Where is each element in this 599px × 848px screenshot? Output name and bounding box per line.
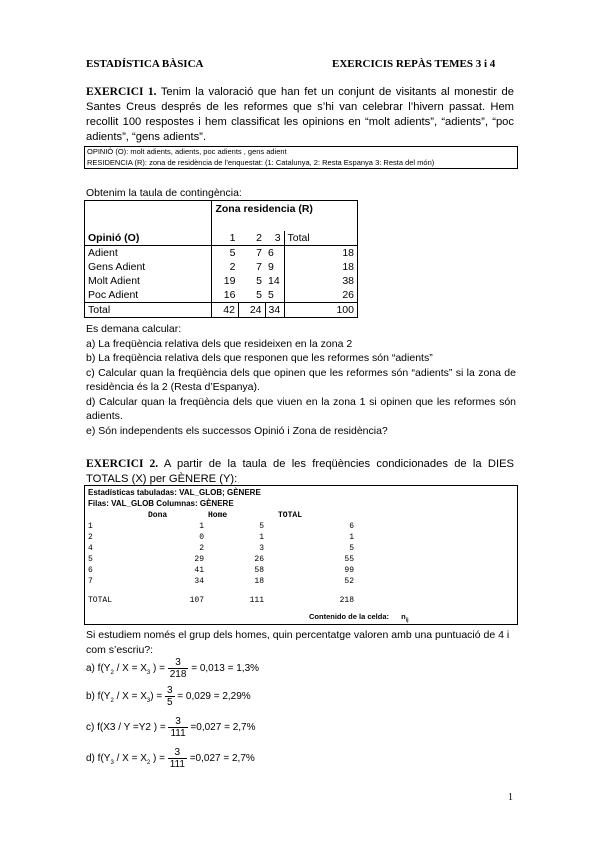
cell: 2	[212, 260, 239, 274]
output-box	[84, 485, 518, 625]
col-header-total: Total	[284, 231, 357, 246]
output-key: TOTAL	[88, 596, 113, 605]
option-b-mid: / X = X	[113, 691, 147, 703]
cell: 5	[238, 288, 265, 303]
question-e: e) Són independents els successos Opinió i Zona de residència?	[86, 424, 388, 437]
option-d-fraction	[168, 747, 187, 770]
option-d-num: 3	[168, 747, 187, 759]
option-a-fraction	[168, 657, 189, 680]
option-b-result: = 0,029 = 2,29%	[174, 691, 251, 703]
output-corner	[86, 510, 146, 521]
output-cell: 1	[199, 522, 204, 531]
output-cell: 111	[249, 596, 264, 605]
option-a-den: 218	[169, 669, 187, 680]
ex2-question: Si estudiem només el grup dels homes, quin percentatge valoren amb una puntuació de 4 i com s’escriu?:	[86, 629, 510, 656]
output-cell: 107	[189, 596, 204, 605]
output-cell: 99	[344, 566, 354, 575]
col-header-1: 1	[212, 231, 239, 246]
output-cell: 1	[349, 533, 354, 542]
row-label: Molt Adient	[85, 274, 212, 288]
output-cell: 29	[194, 555, 204, 564]
row-header: Opinió (O)	[85, 231, 212, 246]
cell: 5	[212, 245, 239, 260]
option-d-post: ) =	[150, 753, 168, 765]
row-label: Adient	[85, 245, 212, 260]
option-b-num: 3	[166, 685, 173, 696]
table-corner	[85, 201, 212, 231]
output-cell: 5	[259, 522, 264, 531]
output-row-total	[86, 595, 356, 606]
cell-total: 38	[284, 274, 357, 288]
option-a-sub1: 2	[110, 670, 114, 677]
cell: 14	[265, 274, 284, 288]
output-col-home: Home	[208, 511, 228, 520]
option-b-pre: b) f(Y	[86, 691, 111, 703]
cell: 7	[256, 260, 262, 273]
output-key: 4	[88, 544, 93, 553]
output-row	[86, 576, 356, 587]
option-b-sub1: 2	[110, 698, 114, 705]
option-c-pre: c) f(X3 / Y =Y2 ) =	[86, 722, 169, 734]
cell: 42	[212, 302, 239, 317]
cell: 19	[212, 274, 239, 288]
cell: 24	[238, 302, 265, 317]
row-label: Total	[85, 302, 212, 317]
option-d-mid: / X = X	[113, 753, 147, 765]
header-right: EXERCICIS REPÀS TEMES 3 i 4	[332, 58, 496, 70]
col-header-2: 2	[238, 231, 265, 246]
option-a-result: = 0,013 = 1,3%	[188, 663, 260, 675]
row-label: Poc Adient	[85, 288, 212, 303]
output-nij-sub: ij	[405, 617, 409, 624]
question-b: b) La freqüència relativa dels que responen que les reformes són “adients”	[86, 352, 433, 364]
output-key: 7	[88, 577, 93, 586]
output-key: 5	[88, 555, 93, 564]
cell-total: 18	[284, 245, 357, 260]
output-cell-content	[309, 612, 408, 624]
option-d-result: =0,027 = 2,7%	[186, 753, 255, 765]
ex1-legend-residencia: RESIDENCIA (R): zona de residència de l’enquestat: (1: Catalunya, 2: Resta Espanya 3: Resta del món)	[87, 157, 435, 167]
option-b	[86, 685, 251, 708]
option-a-pre: a) f(Y	[86, 663, 111, 675]
cell: 7	[238, 245, 265, 260]
ex1-questions	[86, 322, 516, 438]
cell: 16	[212, 288, 239, 303]
output-cell: 26	[254, 555, 264, 564]
output-cell: 0	[199, 533, 204, 542]
output-cell: 218	[339, 596, 354, 605]
output-content-label: Contenido de la celda:	[309, 612, 390, 621]
output-col-total: TOTAL	[278, 511, 303, 520]
option-d-den: 111	[169, 759, 185, 770]
output-title: Estadísticas tabuladas: VAL_GLOB; GÈNERE	[88, 488, 261, 497]
ex1-intro: Obtenim la taula de contingència:	[86, 187, 242, 199]
output-cell: 34	[194, 577, 204, 586]
cell-total: 100	[284, 302, 357, 317]
cell: 5	[265, 288, 284, 303]
cell: 9	[265, 260, 284, 274]
ask-label: Es demana calcular:	[86, 323, 182, 335]
ex1-legend-opinio: OPINIÓ (O): molt adients, adients, poc adients , gens adient	[87, 147, 287, 156]
cell: 5	[256, 274, 262, 287]
option-c	[86, 716, 256, 739]
row-label: Gens Adient	[85, 260, 212, 274]
ex1-legend-box	[84, 146, 518, 169]
table-row-total	[85, 302, 358, 317]
output-row	[86, 565, 356, 576]
output-row	[86, 532, 356, 543]
option-b-post: ) =	[150, 691, 165, 703]
option-b-sub2: 3	[146, 698, 151, 705]
output-table	[86, 510, 356, 606]
page-number: 1	[508, 792, 513, 803]
option-a	[86, 657, 259, 680]
output-row	[86, 554, 356, 565]
col-header-3: 3	[265, 231, 284, 246]
table-row	[85, 245, 358, 260]
output-key: 1	[88, 522, 93, 531]
option-c-fraction	[168, 716, 187, 739]
option-d	[86, 747, 255, 770]
cell-total: 26	[284, 288, 357, 303]
output-cell: 2	[199, 544, 204, 553]
output-row	[86, 521, 356, 532]
cell-total: 18	[284, 260, 357, 274]
zone-header: Zona residencia (R)	[212, 201, 358, 231]
option-a-mid: / X = X	[113, 663, 147, 675]
question-d: d) Calcular quan la freqüència dels que viuen en la zona 1 si opinen que les reformes són adients.	[86, 395, 516, 422]
output-row	[86, 543, 356, 554]
option-b-fraction	[165, 685, 175, 708]
ex2-text: A partir de la taula de les freqüències condicionades de la DIES TOTALS (X) per GÈNERE (Y):	[86, 458, 515, 485]
ex2-title: EXERCICI 2.	[86, 458, 159, 470]
output-cell: 5	[349, 544, 354, 553]
output-key: 2	[88, 533, 93, 542]
ex1-title: EXERCICI 1.	[86, 86, 157, 98]
cell: 34	[265, 302, 284, 317]
option-c-result: =0,027 = 2,7%	[187, 722, 256, 734]
ex1-paragraph	[86, 85, 514, 145]
output-nij: n	[401, 612, 406, 621]
contingency-table	[84, 200, 358, 318]
output-subtitle: Filas: VAL_GLOB Columnas: GÈNERE	[88, 499, 234, 508]
option-d-sub1: 3	[110, 760, 114, 767]
output-cell: 58	[254, 566, 264, 575]
option-a-post: ) =	[150, 663, 168, 675]
option-d-pre: d) f(Y	[86, 753, 111, 765]
output-cell: 52	[344, 577, 354, 586]
output-cell: 18	[254, 577, 264, 586]
question-c: c) Calcular quan la freqüència dels que opinen que les reformes són “adients” si la zona de residència és la 2 (Resta d’Espanya).	[86, 366, 516, 393]
output-cell: 55	[344, 555, 354, 564]
option-b-den: 5	[166, 697, 173, 708]
cell: 6	[265, 245, 284, 260]
output-cell: 1	[259, 533, 264, 542]
ex2-paragraph	[86, 457, 514, 487]
output-key: 6	[88, 566, 93, 575]
output-cell: 6	[349, 522, 354, 531]
header-left: ESTADÍSTICA BÀSICA	[86, 58, 204, 70]
table-row	[85, 260, 358, 274]
option-d-sub2: 2	[146, 760, 151, 767]
option-c-den: 111	[170, 728, 186, 739]
option-c-num: 3	[168, 716, 187, 728]
table-row	[85, 288, 358, 303]
ex1-text: Tenim la valoració que han fet un conjunt de visitants al monestir de Santes Creus després de les reformes que s’hi van celebrar l’hivern passat. Hem recollit 100 respostes i hem classificat les opinions en “molt adients”, “adients”, “poc adients”, “gens adients”.	[86, 86, 515, 143]
output-cell: 41	[194, 566, 204, 575]
output-col-dona: Dona	[148, 511, 168, 520]
table-row	[85, 274, 358, 288]
option-a-num: 3	[168, 657, 189, 669]
question-a: a) La freqüència relativa dels que resideixen en la zona 2	[86, 337, 353, 350]
option-a-sub2: 3	[146, 670, 151, 677]
output-cell: 3	[259, 544, 264, 553]
